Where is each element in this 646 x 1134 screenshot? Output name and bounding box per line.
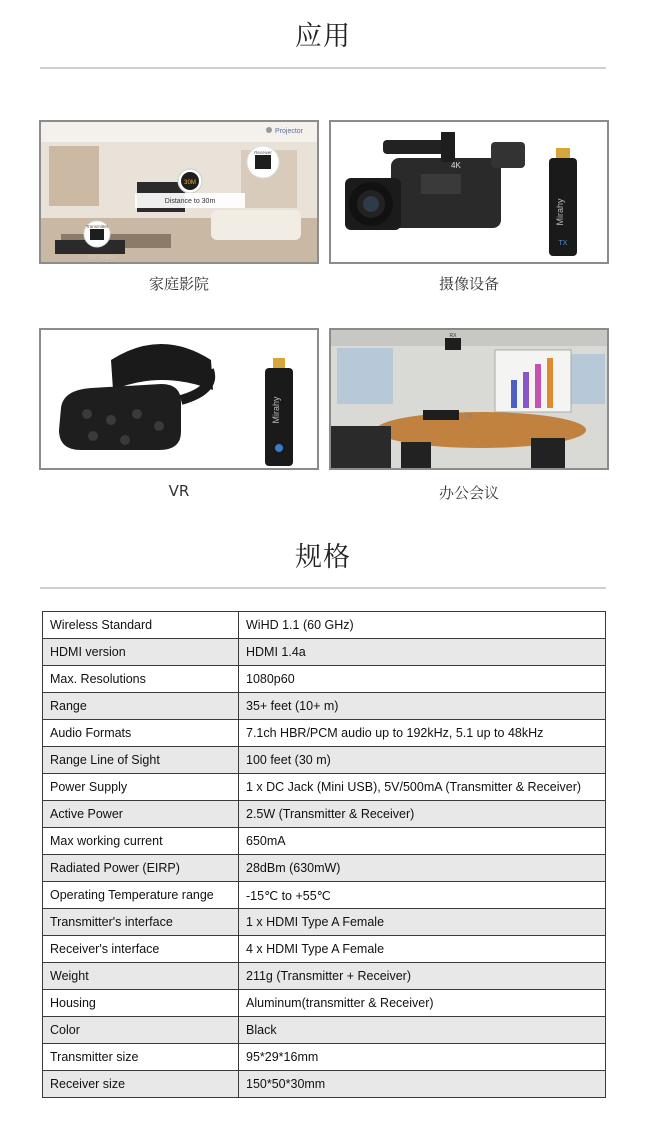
spec-value: Aluminum(transmitter & Receiver) bbox=[239, 990, 606, 1017]
spec-value: 4 x HDMI Type A Female bbox=[239, 936, 606, 963]
spec-value: 1 x HDMI Type A Female bbox=[239, 909, 606, 936]
specs-title: 规格 bbox=[295, 542, 351, 573]
spec-key: Max working current bbox=[43, 828, 239, 855]
specs-divider bbox=[40, 587, 606, 589]
camcorder-image bbox=[329, 120, 609, 264]
spec-key: Range bbox=[43, 693, 239, 720]
spec-value: 1 x DC Jack (Mini USB), 5V/500mA (Transmitter & Receiver) bbox=[239, 774, 606, 801]
spec-key: Wireless Standard bbox=[43, 612, 239, 639]
rx-label: RX bbox=[449, 333, 457, 339]
projector-label: Projector bbox=[275, 128, 304, 135]
spec-row bbox=[43, 909, 606, 936]
spec-row bbox=[43, 828, 606, 855]
distance-badge: 30M bbox=[184, 180, 196, 186]
spec-key: Radiated Power (EIRP) bbox=[43, 855, 239, 882]
spec-value: 95*29*16mm bbox=[239, 1044, 606, 1071]
spec-value: 211g (Transmitter + Receiver) bbox=[239, 963, 606, 990]
spec-key: Transmitter size bbox=[43, 1044, 239, 1071]
spec-key: Receiver's interface bbox=[43, 936, 239, 963]
spec-value: 150*50*30mm bbox=[239, 1071, 606, 1098]
spec-key: HDMI version bbox=[43, 639, 239, 666]
spec-row bbox=[43, 612, 606, 639]
spec-value: Black bbox=[239, 1017, 606, 1044]
tx-label: TX bbox=[465, 414, 473, 420]
spec-value: 100 feet (30 m) bbox=[239, 747, 606, 774]
spec-key: Receiver size bbox=[43, 1071, 239, 1098]
spec-row bbox=[43, 1071, 606, 1098]
spec-value: 28dBm (630mW) bbox=[239, 855, 606, 882]
spec-value: 35+ feet (10+ m) bbox=[239, 693, 606, 720]
spec-value: 7.1ch HBR/PCM audio up to 192kHz, 5.1 up to 48kHz bbox=[239, 720, 606, 747]
spec-value: 2.5W (Transmitter & Receiver) bbox=[239, 801, 606, 828]
vr-image bbox=[39, 328, 319, 470]
spec-key: Max. Resolutions bbox=[43, 666, 239, 693]
spec-row bbox=[43, 774, 606, 801]
vr-caption: VR bbox=[168, 482, 190, 500]
transmitter-label: Transmitter bbox=[85, 224, 109, 229]
applications-title: 应用 bbox=[295, 21, 351, 52]
spec-key: Color bbox=[43, 1017, 239, 1044]
applications-divider bbox=[40, 67, 606, 69]
tv-box-label: HD TV BOX bbox=[89, 255, 116, 261]
spec-row bbox=[43, 855, 606, 882]
spec-row bbox=[43, 639, 606, 666]
spec-key: Audio Formats bbox=[43, 720, 239, 747]
spec-row bbox=[43, 747, 606, 774]
spec-row bbox=[43, 1044, 606, 1071]
home-theater-image bbox=[39, 120, 319, 264]
spec-key: Active Power bbox=[43, 801, 239, 828]
spec-key: Housing bbox=[43, 990, 239, 1017]
receiver-label: Receiver bbox=[254, 150, 272, 155]
spec-value: 1080p60 bbox=[239, 666, 606, 693]
camcorder-caption: 摄像设备 bbox=[438, 275, 499, 293]
spec-row bbox=[43, 801, 606, 828]
distance-label: Distance to 30m bbox=[164, 198, 216, 205]
spec-key: Operating Temperature range bbox=[43, 882, 239, 909]
spec-row bbox=[43, 1017, 606, 1044]
spec-row bbox=[43, 693, 606, 720]
transmitter-brand: Mirahy bbox=[271, 396, 281, 424]
spec-key: Power Supply bbox=[43, 774, 239, 801]
spec-key: Transmitter's interface bbox=[43, 909, 239, 936]
home-theater-caption: 家庭影院 bbox=[148, 275, 209, 293]
spec-row bbox=[43, 666, 606, 693]
spec-value: HDMI 1.4a bbox=[239, 639, 606, 666]
spec-value: -15℃ to +55℃ bbox=[239, 882, 606, 909]
spec-value: WiHD 1.1 (60 GHz) bbox=[239, 612, 606, 639]
specs-table bbox=[42, 611, 606, 1098]
office-meeting-image bbox=[329, 328, 609, 470]
transmitter-brand: Mirahy bbox=[555, 198, 565, 226]
tx-label: TX bbox=[558, 240, 568, 247]
spec-row bbox=[43, 963, 606, 990]
4k-badge: 4K bbox=[451, 161, 461, 170]
spec-key: Range Line of Sight bbox=[43, 747, 239, 774]
spec-key: Weight bbox=[43, 963, 239, 990]
spec-row bbox=[43, 936, 606, 963]
office-meeting-caption: 办公会议 bbox=[438, 484, 499, 502]
spec-row bbox=[43, 720, 606, 747]
spec-value: 650mA bbox=[239, 828, 606, 855]
spec-row bbox=[43, 882, 606, 909]
spec-row bbox=[43, 990, 606, 1017]
